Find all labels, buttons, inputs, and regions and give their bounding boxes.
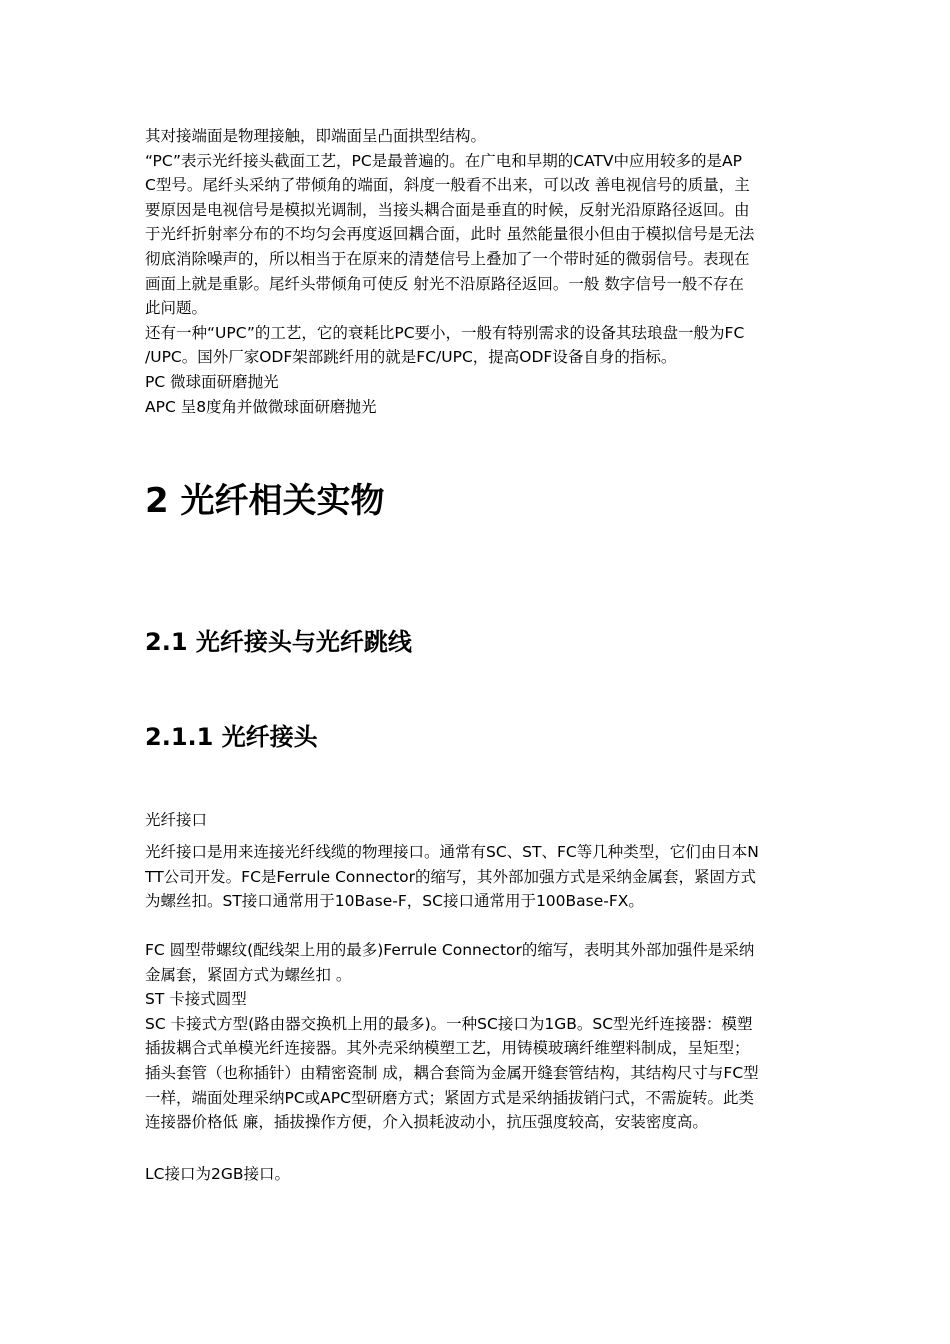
paragraph-line: TT公司开发。FC是Ferrule Connector的缩写，其外部加强方式是采纳金属套，紧固方式 (145, 867, 757, 886)
document-page (145, 124, 807, 1183)
intro-line: 其对接端面是物理接触，即端面呈凸面拱型结构。 (145, 127, 487, 145)
intro-section (145, 124, 807, 419)
paragraph-line: 一样，端面处理采纳PC或APC型研磨方式；紧固方式是采纳插拔销闩式，不需旋转。此类 (145, 1088, 754, 1107)
intro-line: APC 呈8度角并做微球面研磨抛光 (145, 397, 377, 416)
heading-level-3: 2.1.1 光纤接头 (145, 723, 318, 751)
interface-title-block (145, 808, 207, 833)
interface-paragraph (145, 840, 759, 914)
paragraph-line: SC 卡接式方型(路由器交换机上用的最多)。一种SC接口为1GB。SC型光纤连接器：模塑 (145, 1014, 753, 1033)
intro-line: “PC”表示光纤接头截面工艺，PC是最普遍的。在广电和早期的CATV中应用较多的是AP (145, 151, 742, 170)
intro-line: 于光纤折射率分布的不均匀会再度返回耦合面，此时 虽然能量很小但由于模拟信号是无法 (145, 225, 755, 244)
paragraph-line: 插头套管（也称插针）由精密瓷制 成，耦合套筒为金属开缝套管结构，其结构尺寸与FC型 (145, 1063, 759, 1082)
intro-line: C型号。尾纤头采纳了带倾角的端面，斜度一般看不出来，可以改 善电视信号的质量，主 (145, 176, 750, 195)
interface-title: 光纤接口 (145, 811, 208, 829)
intro-line: /UPC。国外厂家ODF架部跳纤用的就是FC/UPC，提高ODF设备自身的指标。 (145, 348, 677, 367)
intro-line: PC 微球面研磨抛光 (145, 372, 279, 391)
paragraph-line: 插拔耦合式单模光纤连接器。其外壳采纳模塑工艺，用铸模玻璃纤维塑料制成，呈矩型； (145, 1039, 750, 1058)
paragraph-line: 为螺丝扣。ST接口通常用于10Base-F，SC接口通常用于100Base-FX。 (145, 892, 644, 911)
paragraph-line: 光纤接口是用来连接光纤线缆的物理接口。通常有SC、ST、FC等几种类型，它们由日本N (145, 843, 759, 861)
paragraph-line: ST 卡接式圆型 (145, 990, 247, 1009)
paragraph-line: 金属套，紧固方式为螺丝扣 。 (145, 965, 352, 984)
paragraph-line: FC 圆型带螺纹(配线架上用的最多)Ferrule Connector的缩写，表明其外部加强件是采纳 (145, 941, 755, 959)
paragraph-line: 连接器价格低 廉，插拔操作方便，介入损耗波动小，抗压强度较高，安装密度高。 (145, 1113, 708, 1132)
intro-line: 彻底消除噪声的，所以相当于在原来的清楚信号上叠加了一个带时延的微弱信号。表现在 (145, 249, 750, 268)
intro-line: 还有一种“UPC”的工艺，它的衰耗比PC要小，一般有特别需求的设备其珐琅盘一般为FC (145, 323, 745, 342)
connector-types-paragraph (145, 938, 759, 1135)
intro-line: 画面上就是重影。尾纤头带倾角可使反 射光不沿原路径返回。一般 数字信号一般不存在 (145, 274, 744, 293)
lc-paragraph (145, 1162, 290, 1187)
paragraph-line: LC接口为2GB接口。 (145, 1165, 290, 1183)
heading-level-1: 2 光纤相关实物 (145, 481, 385, 521)
intro-line: 此问题。 (145, 299, 208, 318)
intro-line: 要原因是电视信号是模拟光调制，当接头耦合面是垂直的时候，反射光沿原路径返回。由 (145, 200, 750, 219)
heading-level-2: 2.1 光纤接头与光纤跳线 (145, 628, 412, 656)
